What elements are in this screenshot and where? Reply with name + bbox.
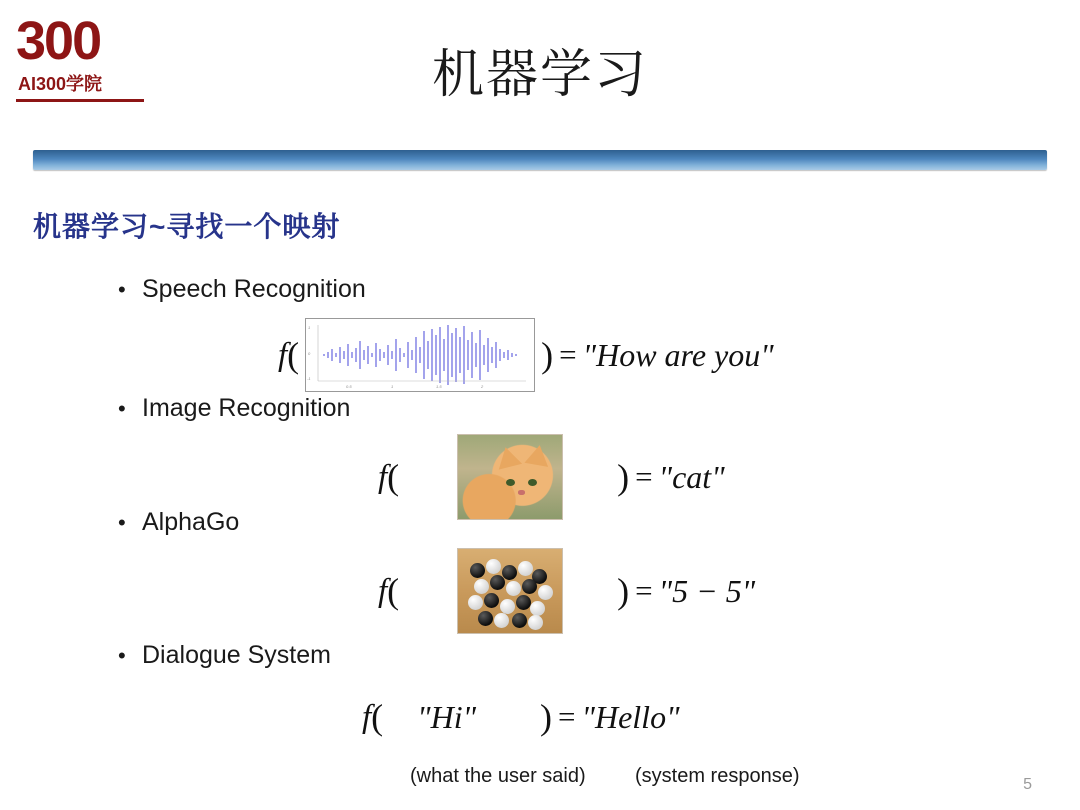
go-stone-icon [530, 601, 545, 616]
list-item-label: Image Recognition [142, 394, 351, 422]
go-stone-icon [512, 613, 527, 628]
waveform-image [305, 318, 535, 392]
close-paren: ) [541, 335, 554, 375]
logo-sub-text: AI300学院 [18, 74, 103, 94]
go-stone-icon [490, 575, 505, 590]
cat-eye-left-icon [506, 479, 515, 486]
go-stone-icon [500, 599, 515, 614]
equals-sign: = [635, 573, 653, 608]
list-item [118, 508, 239, 537]
go-stone-icon [518, 561, 533, 576]
cat-ear-right-icon [525, 443, 552, 467]
equals-sign: = [635, 459, 653, 494]
go-stone-icon [538, 585, 553, 600]
formula-result: "Hello" [581, 698, 680, 735]
equals-sign: = [558, 699, 576, 734]
go-stone-icon [474, 579, 489, 594]
cat-eye-right-icon [528, 479, 537, 486]
open-paren: ( [287, 335, 300, 375]
section-heading: 机器学习~寻找一个映射 [33, 211, 341, 242]
go-stone-icon [528, 615, 543, 630]
formula-speech-recognition [278, 318, 774, 392]
svg-text:0: 0 [308, 351, 311, 356]
function-symbol: f [378, 572, 388, 609]
formula-result: "How are you" [582, 336, 774, 373]
page-title: 机器学习 [431, 46, 648, 104]
logo-main-text: 300 [16, 11, 101, 71]
go-stone-icon [486, 559, 501, 574]
list-item-label: AlphaGo [142, 508, 240, 536]
open-paren: ( [387, 571, 400, 611]
open-paren: ( [371, 697, 384, 737]
close-paren: ) [617, 457, 630, 497]
go-stone-icon [478, 611, 493, 626]
svg-text:1: 1 [391, 384, 394, 389]
caption-user-said: (what the user said) [410, 765, 586, 787]
go-stone-icon [494, 613, 509, 628]
dialogue-input-text: "Hi" [417, 698, 477, 735]
bullet-marker: • [118, 643, 126, 668]
waveform-plot-icon [306, 319, 534, 391]
go-stone-icon [522, 579, 537, 594]
svg-text:-1: -1 [307, 376, 311, 381]
page-number: 5 [1023, 776, 1032, 793]
bullet-marker: • [118, 277, 126, 302]
list-item [118, 394, 350, 423]
list-item [118, 275, 366, 304]
formula-image-recognition [378, 434, 725, 520]
cat-nose-icon [518, 490, 525, 495]
go-stone-icon [484, 593, 499, 608]
caption-system-response: (system response) [635, 765, 800, 787]
list-item [118, 641, 331, 670]
go-board-photo [457, 548, 563, 634]
svg-text:0.5: 0.5 [346, 384, 352, 389]
list-item-label: Dialogue System [142, 641, 331, 669]
go-stone-icon [506, 581, 521, 596]
function-symbol: f [362, 698, 372, 735]
function-symbol: f [278, 336, 288, 373]
formula-result: "5 − 5" [658, 572, 756, 609]
close-paren: ) [540, 697, 553, 737]
divider-bar [33, 150, 1047, 170]
svg-text:1: 1 [308, 325, 311, 330]
function-symbol: f [378, 458, 388, 495]
svg-text:2: 2 [481, 384, 484, 389]
go-stone-icon [468, 595, 483, 610]
formula-alphago [378, 548, 755, 634]
go-stone-icon [516, 595, 531, 610]
bullet-marker: • [118, 396, 126, 421]
formula-dialogue-system [362, 696, 680, 738]
svg-text:1.5: 1.5 [436, 384, 442, 389]
cat-photo [457, 434, 563, 520]
equals-sign: = [559, 337, 577, 372]
bullet-marker: • [118, 510, 126, 535]
go-stone-icon [470, 563, 485, 578]
open-paren: ( [387, 457, 400, 497]
go-stone-icon [502, 565, 517, 580]
list-item-label: Speech Recognition [142, 275, 366, 303]
formula-result: "cat" [658, 458, 725, 495]
close-paren: ) [617, 571, 630, 611]
cat-ear-left-icon [494, 444, 522, 469]
